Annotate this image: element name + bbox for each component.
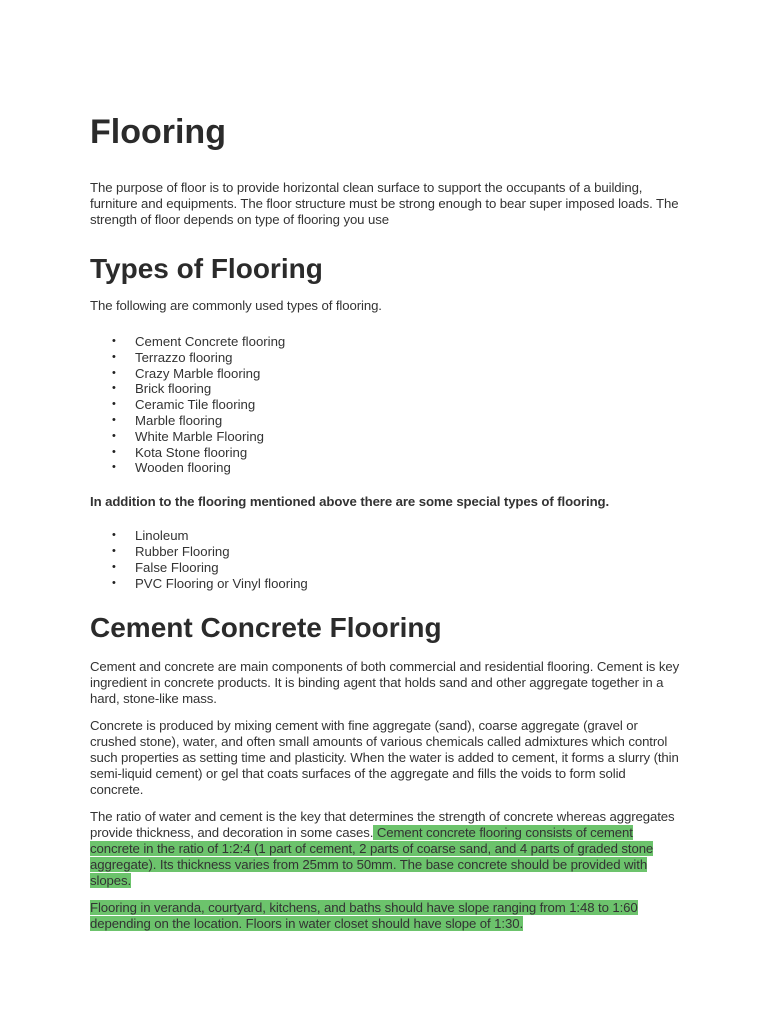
special-types-list [90, 528, 680, 591]
cement-paragraph-2: Concrete is produced by mixing cement with fine aggregate (sand), coarse aggregate (gravel or crushed stone), water, and often small amounts of various chemicals called admixtures which control such properties as setting time and plasticity. When the water is added to cement, it forms a slurry (thin semi-liquid cement) or gel that coats surfaces of the aggregate and fills the voids to form solid concrete. [90, 718, 679, 798]
list-item: • Ceramic Tile flooring [90, 397, 680, 413]
list-item: • White Marble Flooring [90, 429, 680, 445]
page-title: Flooring [90, 113, 226, 151]
flooring-types-list [90, 334, 680, 476]
intro-paragraph: The purpose of floor is to provide horizontal clean surface to support the occupants of a building, furniture and equipments. The floor structure must be strong enough to bear super imposed loads. The strength of floor depends on type of flooring you use [90, 180, 679, 227]
list-item: • Wooden flooring [90, 460, 680, 476]
cement-paragraph-1: Cement and concrete are main components of both commercial and residential flooring. Cement is key ingredient in concrete products. It is binding agent that holds sand and other aggregate together in a hard, stone-like mass. [90, 659, 680, 707]
list-item: • Kota Stone flooring [90, 445, 680, 461]
list-item: • False Flooring [90, 560, 680, 576]
highlighted-text: Cement concrete flooring consists of cement concrete in the ratio of 1:2:4 (1 part of cement, 2 parts of coarse sand, and 4 parts of graded stone aggregate). Its thickness varies from 25mm to 50mm. The base concrete should be provided with slopes. [90, 825, 654, 889]
special-types-lead: In addition to the flooring mentioned above there are some special types of flooring. [90, 494, 610, 510]
list-item: • PVC Flooring or Vinyl flooring [90, 576, 680, 592]
list-item: • Cement Concrete flooring [90, 334, 680, 350]
list-item: • Crazy Marble flooring [90, 366, 680, 382]
types-heading: Types of Flooring [90, 253, 323, 284]
list-item: • Marble flooring [90, 413, 680, 429]
list-item: • Rubber Flooring [90, 544, 680, 560]
cement-heading: Cement Concrete Flooring [90, 612, 442, 644]
document-content [90, 112, 680, 932]
types-lead: The following are commonly used types of flooring. [90, 298, 382, 313]
cement-paragraph-3 [90, 809, 680, 889]
paragraph-text: The ratio of water and cement is the key that determines the strength of concrete whereas aggregates provide thickness, and decoration in some cases. [90, 809, 675, 841]
highlighted-text: Flooring in veranda, courtyard, kitchens, and baths should have slope ranging from 1:48 to 1:60 depending on the location. Floors in water closet should have slope of 1:30. [90, 900, 638, 932]
list-item: • Terrazzo flooring [90, 350, 680, 366]
list-item: • Brick flooring [90, 381, 680, 397]
cement-paragraph-4 [90, 900, 680, 932]
list-item: • Linoleum [90, 528, 680, 544]
